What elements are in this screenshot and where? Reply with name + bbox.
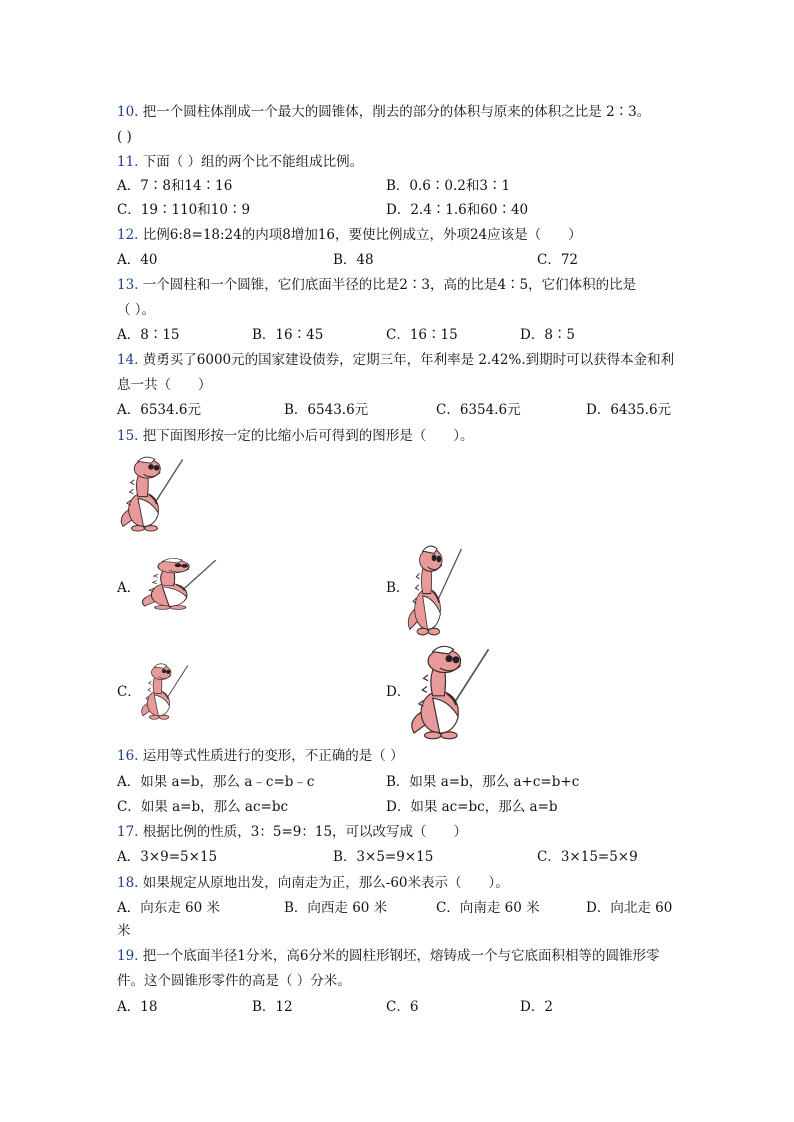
- question-number: 10.: [117, 104, 139, 120]
- answer-blank: ( ): [117, 129, 132, 145]
- question-text: 根据比例的性质，3：5=9：15，可以改写成（ ）: [142, 824, 468, 840]
- option-b: B．: [386, 580, 410, 596]
- question-text: 下面（ ）组的两个比不能组成比例。: [142, 154, 364, 170]
- question-number: 16.: [117, 748, 139, 764]
- option-b: B．如果 a=b，那么 a+c=b+c: [386, 774, 580, 790]
- option-b: B．0.6∶0.2和3∶1: [386, 178, 511, 194]
- option-d: D．2.4∶1.6和60∶40: [386, 202, 529, 218]
- question-17: [117, 822, 467, 842]
- question-19: [117, 946, 659, 966]
- option-c-dinosaur-figure[interactable]: [137, 660, 191, 720]
- option-b: B．6543.6元: [284, 402, 369, 418]
- option-a: A．: [117, 580, 141, 596]
- question-text-continued: 件。这个圆锥形零件的高是（ ）分米。: [117, 973, 351, 989]
- question-12: [117, 225, 582, 245]
- option-a: A．3×9=5×15: [117, 849, 218, 865]
- option-c: C．如果 a=b，那么 ac=bc: [117, 799, 289, 815]
- option-a: A．6534.6元: [117, 402, 201, 418]
- option-a: A．如果 a=b，那么 a﹣c=b﹣c: [117, 774, 315, 790]
- option-a: A．8∶15: [117, 327, 180, 343]
- question-text: 把一个底面半径1分米，高6分米的圆柱形钢坯，熔铸成一个与它底面积相等的圆锥形零: [142, 948, 660, 964]
- option-c: C．3×15=5×9: [537, 849, 638, 865]
- option-b: B．48: [333, 252, 374, 268]
- question-number: 12.: [117, 227, 139, 243]
- option-d: D．6435.6元: [586, 402, 672, 418]
- option-c: C．72: [537, 252, 579, 268]
- option-d: D．: [386, 684, 411, 700]
- option-d-dinosaur-figure[interactable]: [405, 640, 493, 740]
- option-d: D．向北走 60: [586, 900, 673, 916]
- option-a: A．40: [117, 252, 158, 268]
- option-d: D．8∶5: [520, 327, 576, 343]
- question-text: 比例6:8=18:24的内项8增加16，要使比例成立，外项24应该是（ ）: [142, 227, 582, 243]
- question-13: [117, 275, 636, 295]
- option-c: C．: [117, 684, 141, 700]
- question-text: 把下面图形按一定的比缩小后可得到的图形是（ ）。: [142, 428, 474, 444]
- option-b-dinosaur-figure[interactable]: [405, 540, 463, 636]
- option-c: C．19∶110和10∶9: [117, 202, 251, 218]
- question-text: 一个圆柱和一个圆锥，它们底面半径的比是2∶3，高的比是4∶5，它们体积的比是: [142, 277, 637, 293]
- question-text-continued: 息一共（ ）: [117, 377, 212, 393]
- question-18: [117, 873, 509, 893]
- option-a: A．7∶8和14∶16: [117, 178, 233, 194]
- question-number: 18.: [117, 875, 139, 891]
- option-d: D．如果 ac=bc，那么 a=b: [386, 799, 558, 815]
- option-d: D．2: [520, 999, 553, 1015]
- option-c: C．6: [386, 999, 419, 1015]
- question-number: 15.: [117, 428, 139, 444]
- option-c: C．16∶15: [386, 327, 458, 343]
- question-15: [117, 426, 474, 446]
- option-b: B．3×5=9×15: [333, 849, 434, 865]
- question-16: [117, 746, 404, 766]
- option-c: C．向南走 60 米: [436, 900, 540, 916]
- option-a-dinosaur-figure[interactable]: [138, 555, 218, 610]
- option-a: A．向东走 60 米: [117, 900, 221, 916]
- question-11: [117, 152, 363, 172]
- original-dinosaur-figure: [115, 452, 187, 532]
- question-text-continued: （ ）。: [117, 302, 156, 318]
- question-text: 运用等式性质进行的变形，不正确的是（ ）: [142, 748, 404, 764]
- question-number: 19.: [117, 948, 139, 964]
- question-text: 黄勇买了6000元的国家建设债券，定期三年，年利率是 2.42%.到期时可以获得本金和利: [142, 352, 675, 368]
- option-c: C．6354.6元: [436, 402, 521, 418]
- question-text: 如果规定从原地出发，向南走为正，那么-60米表示（ ）。: [142, 875, 509, 891]
- question-text: 把一个圆柱体削成一个最大的圆锥体，削去的部分的体积与原来的体积之比是 2∶3。: [142, 104, 651, 120]
- question-14: [117, 350, 674, 370]
- option-d-continued: 米: [117, 923, 131, 939]
- question-number: 11.: [117, 154, 139, 170]
- option-a: A．18: [117, 999, 158, 1015]
- option-b: B．16∶45: [252, 327, 324, 343]
- question-number: 13.: [117, 277, 139, 293]
- question-number: 17.: [117, 824, 139, 840]
- option-b: B．12: [252, 999, 293, 1015]
- option-b: B．向西走 60 米: [284, 900, 388, 916]
- question-10: [117, 102, 650, 122]
- question-number: 14.: [117, 352, 139, 368]
